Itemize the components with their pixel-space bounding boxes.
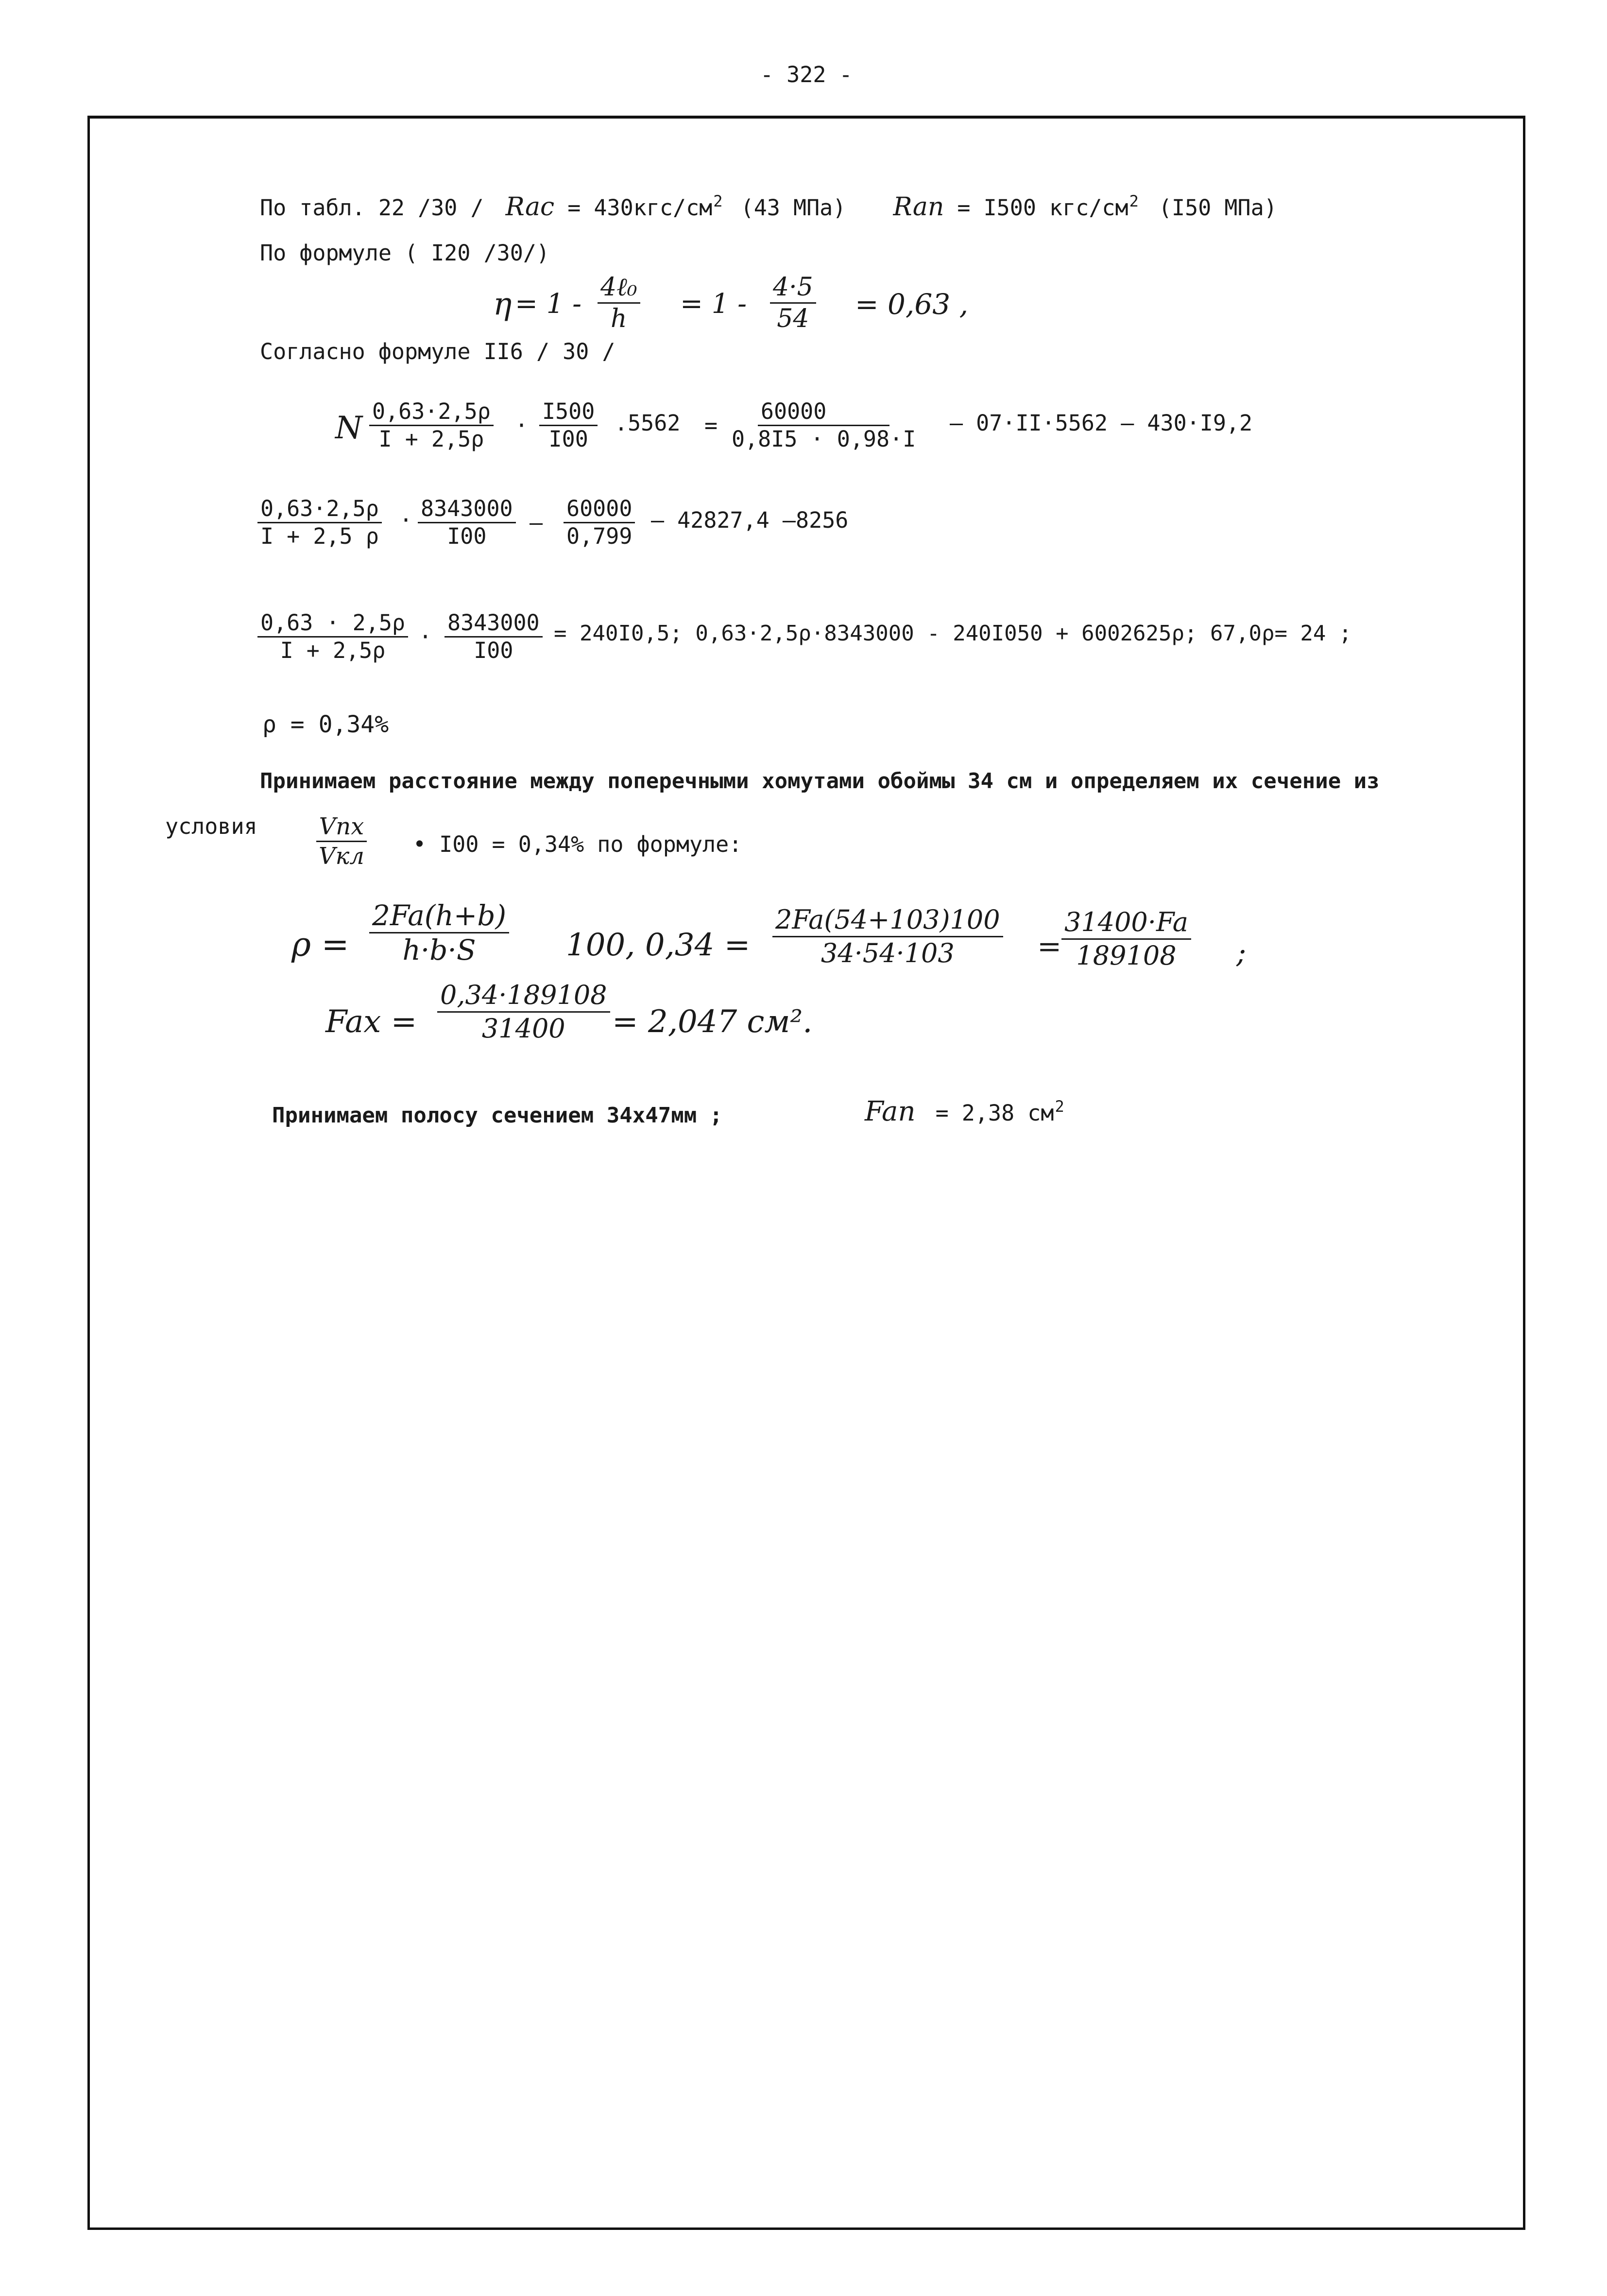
eq2-fraction-2 bbox=[418, 496, 516, 550]
eq1-f3-num: 60000 bbox=[758, 398, 889, 426]
eq1-f2-den: I00 bbox=[548, 426, 588, 452]
eq3-f1-den: I + 2,5ρ bbox=[280, 638, 386, 663]
paragraph-stirrup-spacing: Принимаем расстояние между поперечными хомутами обоймы 34 см и определяем их сечение из bbox=[260, 769, 1380, 794]
eta-num1: 4ℓ₀ bbox=[598, 272, 640, 304]
eq2-f3-num: 60000 bbox=[564, 496, 635, 523]
eq1-tail: – 07·II·5562 – 430·I9,2 bbox=[950, 410, 1253, 436]
rho-formula-mid: 100, 0,34 = bbox=[566, 927, 751, 963]
eq1-fraction-1 bbox=[369, 398, 494, 452]
eq2-minus: – bbox=[530, 510, 543, 535]
eq1-dot: · bbox=[515, 413, 529, 438]
rho-formula-lhs: ρ = bbox=[291, 926, 349, 964]
rac-exponent: 2 bbox=[713, 192, 723, 210]
eta-den1: h bbox=[611, 304, 627, 333]
table-reference bbox=[260, 194, 1277, 223]
fax-lhs: Fax = bbox=[325, 1004, 417, 1040]
n-symbol: N bbox=[335, 410, 362, 446]
rho-num: 2Fa(h+b) bbox=[369, 899, 509, 933]
fan-exponent: 2 bbox=[1055, 1097, 1064, 1116]
condition-text: • I00 = 0,34% по формуле: bbox=[413, 831, 742, 857]
formula-reference-116: Согласно формуле II6 / 30 / bbox=[260, 339, 615, 364]
fan-symbol: Fan bbox=[865, 1096, 916, 1127]
eq1-f1-den: I + 2,5ρ bbox=[378, 426, 484, 452]
ran-exponent: 2 bbox=[1129, 192, 1139, 210]
eq3-tail: = 240I0,5; 0,63·2,5ρ·8343000 - 240I050 + 6002625ρ; 67,0ρ= 24 ; bbox=[554, 621, 1352, 646]
rac-value: = 430кгс/см bbox=[567, 195, 713, 221]
formula-reference-120: По формуле ( I20 /30/) bbox=[260, 240, 550, 266]
condition-label: условия bbox=[165, 813, 257, 839]
eta-symbol: η bbox=[493, 286, 512, 322]
eta-fraction-1 bbox=[598, 272, 640, 334]
rho-den2: 34·54·103 bbox=[821, 938, 955, 968]
eq1-fraction-2 bbox=[539, 398, 598, 452]
table-ref-text: По табл. 22 /30 / bbox=[260, 195, 484, 221]
eq2-fraction-3 bbox=[564, 496, 635, 550]
eta-result: = 0,63 , bbox=[855, 288, 969, 321]
ran-symbol: Ran bbox=[893, 192, 944, 222]
rho-formula-fraction-2 bbox=[772, 904, 1003, 969]
eq2-f2-num: 8343000 bbox=[418, 496, 516, 523]
rho-formula-eq: = bbox=[1037, 930, 1062, 964]
condition-den: Vкл bbox=[319, 843, 364, 870]
rho-formula-fraction-1 bbox=[369, 899, 509, 967]
rho-result: ρ = 0,34% bbox=[262, 711, 389, 738]
fax-fraction bbox=[437, 979, 610, 1045]
eq1-fraction-3 bbox=[729, 398, 919, 452]
eq2-fraction-1 bbox=[257, 496, 382, 550]
eq1-f1-num: 0,63·2,5ρ bbox=[369, 398, 494, 426]
eta-eq1: = 1 - bbox=[515, 288, 582, 320]
eq3-f1-num: 0,63 · 2,5ρ bbox=[257, 610, 408, 638]
eq2-f2-den: I00 bbox=[447, 523, 487, 549]
eq2-f1-num: 0,63·2,5ρ bbox=[257, 496, 382, 523]
eq2-dot: · bbox=[399, 507, 413, 533]
rho-den3: 189108 bbox=[1076, 940, 1177, 971]
eq2-f1-den: I + 2,5 ρ bbox=[260, 523, 379, 549]
page-number: - 322 - bbox=[760, 62, 853, 87]
eq1-f3-den: 0,8I5 · 0,98·I bbox=[732, 426, 916, 452]
eta-num2: 4·5 bbox=[770, 272, 816, 304]
eq1-equals: = bbox=[704, 413, 718, 438]
rho-num3: 31400·Fa bbox=[1061, 906, 1191, 940]
rac-symbol: Rac bbox=[505, 192, 555, 222]
fax-rhs: = 2,047 см². bbox=[612, 1004, 813, 1040]
final-strip-text: Принимаем полосу сечением 34х47мм ; bbox=[272, 1103, 723, 1128]
eta-fraction-2 bbox=[770, 272, 816, 334]
fax-den: 31400 bbox=[481, 1013, 565, 1044]
rac-si: (43 МПа) bbox=[740, 195, 846, 221]
rho-formula-end: ; bbox=[1236, 936, 1247, 970]
eq2-f3-den: 0,799 bbox=[566, 523, 633, 549]
ran-value: = I500 кгс/см bbox=[957, 195, 1128, 221]
rho-num2: 2Fa(54+103)100 bbox=[772, 904, 1003, 937]
final-fan bbox=[865, 1096, 1064, 1128]
rho-formula-fraction-3 bbox=[1061, 906, 1191, 972]
eq3-fraction-1 bbox=[257, 610, 408, 664]
eq3-dot: · bbox=[419, 624, 432, 650]
eta-eq2: = 1 - bbox=[680, 288, 747, 320]
eta-den2: 54 bbox=[777, 304, 809, 333]
eq2-tail: – 42827,4 –8256 bbox=[651, 507, 849, 533]
ran-si: (I50 МПа) bbox=[1158, 195, 1277, 221]
condition-fraction bbox=[316, 812, 367, 870]
fan-value: = 2,38 см bbox=[935, 1100, 1054, 1126]
eq3-f2-den: I00 bbox=[474, 638, 513, 663]
rho-den: h·b·S bbox=[402, 933, 476, 967]
eq1-multiplier: .5562 bbox=[615, 410, 681, 436]
eq3-fraction-2 bbox=[444, 610, 543, 664]
fax-num: 0,34·189108 bbox=[437, 979, 610, 1013]
condition-num: Vпх bbox=[316, 812, 367, 842]
eq3-f2-num: 8343000 bbox=[444, 610, 543, 638]
eq1-f2-num: I500 bbox=[539, 398, 598, 426]
